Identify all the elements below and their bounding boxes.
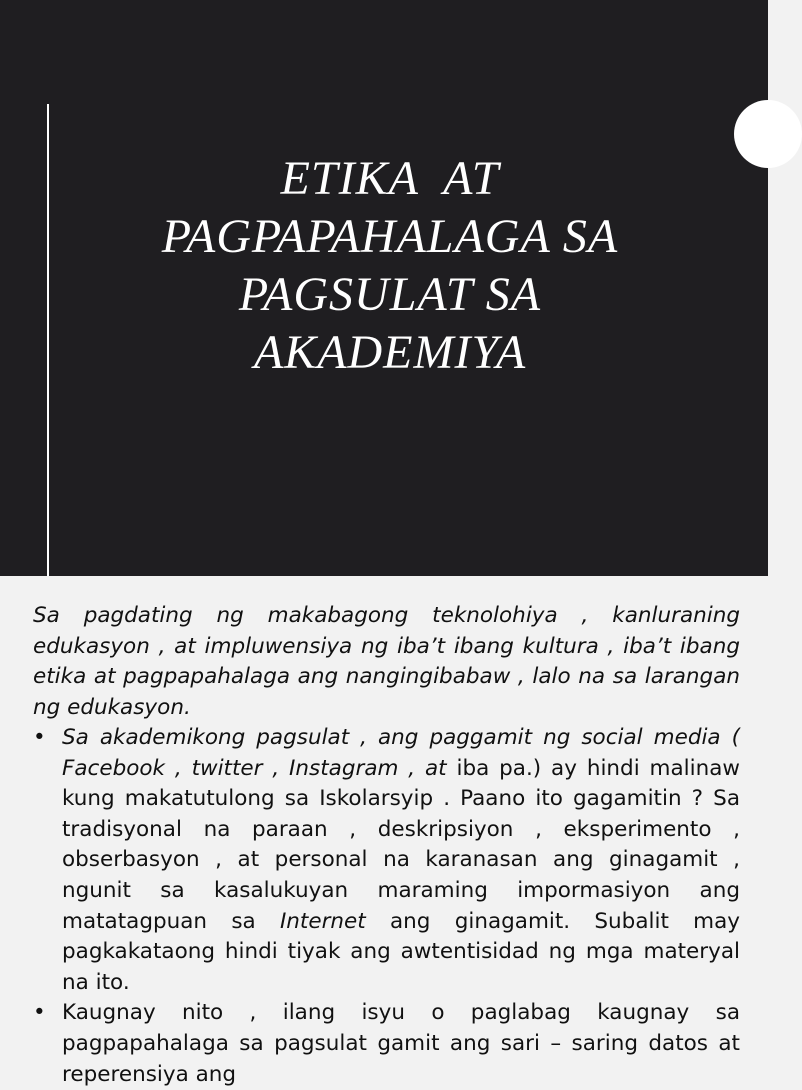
bullet-icon: • xyxy=(33,1000,46,1026)
content-panel xyxy=(0,576,768,1087)
bullet-item-2 xyxy=(33,998,740,1090)
title-line-2: PAGPAPAHALAGA SA xyxy=(161,210,619,263)
intro-paragraph: Sa pagdating ng makabagong teknolohiya , kanluraning edukasyon , at impluwensiya ng iba’t ibang kultura , iba’t ibang etika at pagpapahalaga ang nangingibabaw , lalo na sa larangan ng edukasyon. xyxy=(33,603,740,720)
bullet-2-text: Kaugnay nito , ilang isyu o paglabag kaugnay sa pagpapahalaga sa pagsulat gamit ang sari – saring datos at reperensiya ang xyxy=(62,1000,740,1087)
bullet-item-1 xyxy=(33,723,740,998)
bullet-1-italic-lead: Sa akademikong pagsulat , ang paggamit ng social media ( Facebook , twitter , Instagram , at xyxy=(62,725,740,781)
accent-circle xyxy=(734,100,802,168)
vertical-accent-line xyxy=(47,104,49,576)
title-line-4: AKADEMIYA xyxy=(253,326,527,379)
bullet-1-internet: Internet xyxy=(279,908,366,934)
title-line-1: ETIKA AT xyxy=(280,152,500,205)
bullet-1-tail: ang ginagamit. Subalit may pagkakataong hindi tiyak ang awtentisidad ng mga materyal na ito. xyxy=(62,908,740,995)
bullet-1-text: iba pa.) ay hindi malinaw kung makatutulong sa Iskolarsyip . Paano ito gagamitin ? Sa tradisyonal na paraan , deskripsiyon , eksperimento , obserbasyon , at personal na karanasan ang ginagamit , ngunit sa kasalukuyan maraming impormasiyon ang matatagpuan sa xyxy=(62,755,740,934)
bullet-icon: • xyxy=(33,725,46,750)
bullet-list xyxy=(33,723,740,1090)
title-line-3: PAGSULAT SA xyxy=(238,268,542,321)
slide-title xyxy=(110,150,670,382)
